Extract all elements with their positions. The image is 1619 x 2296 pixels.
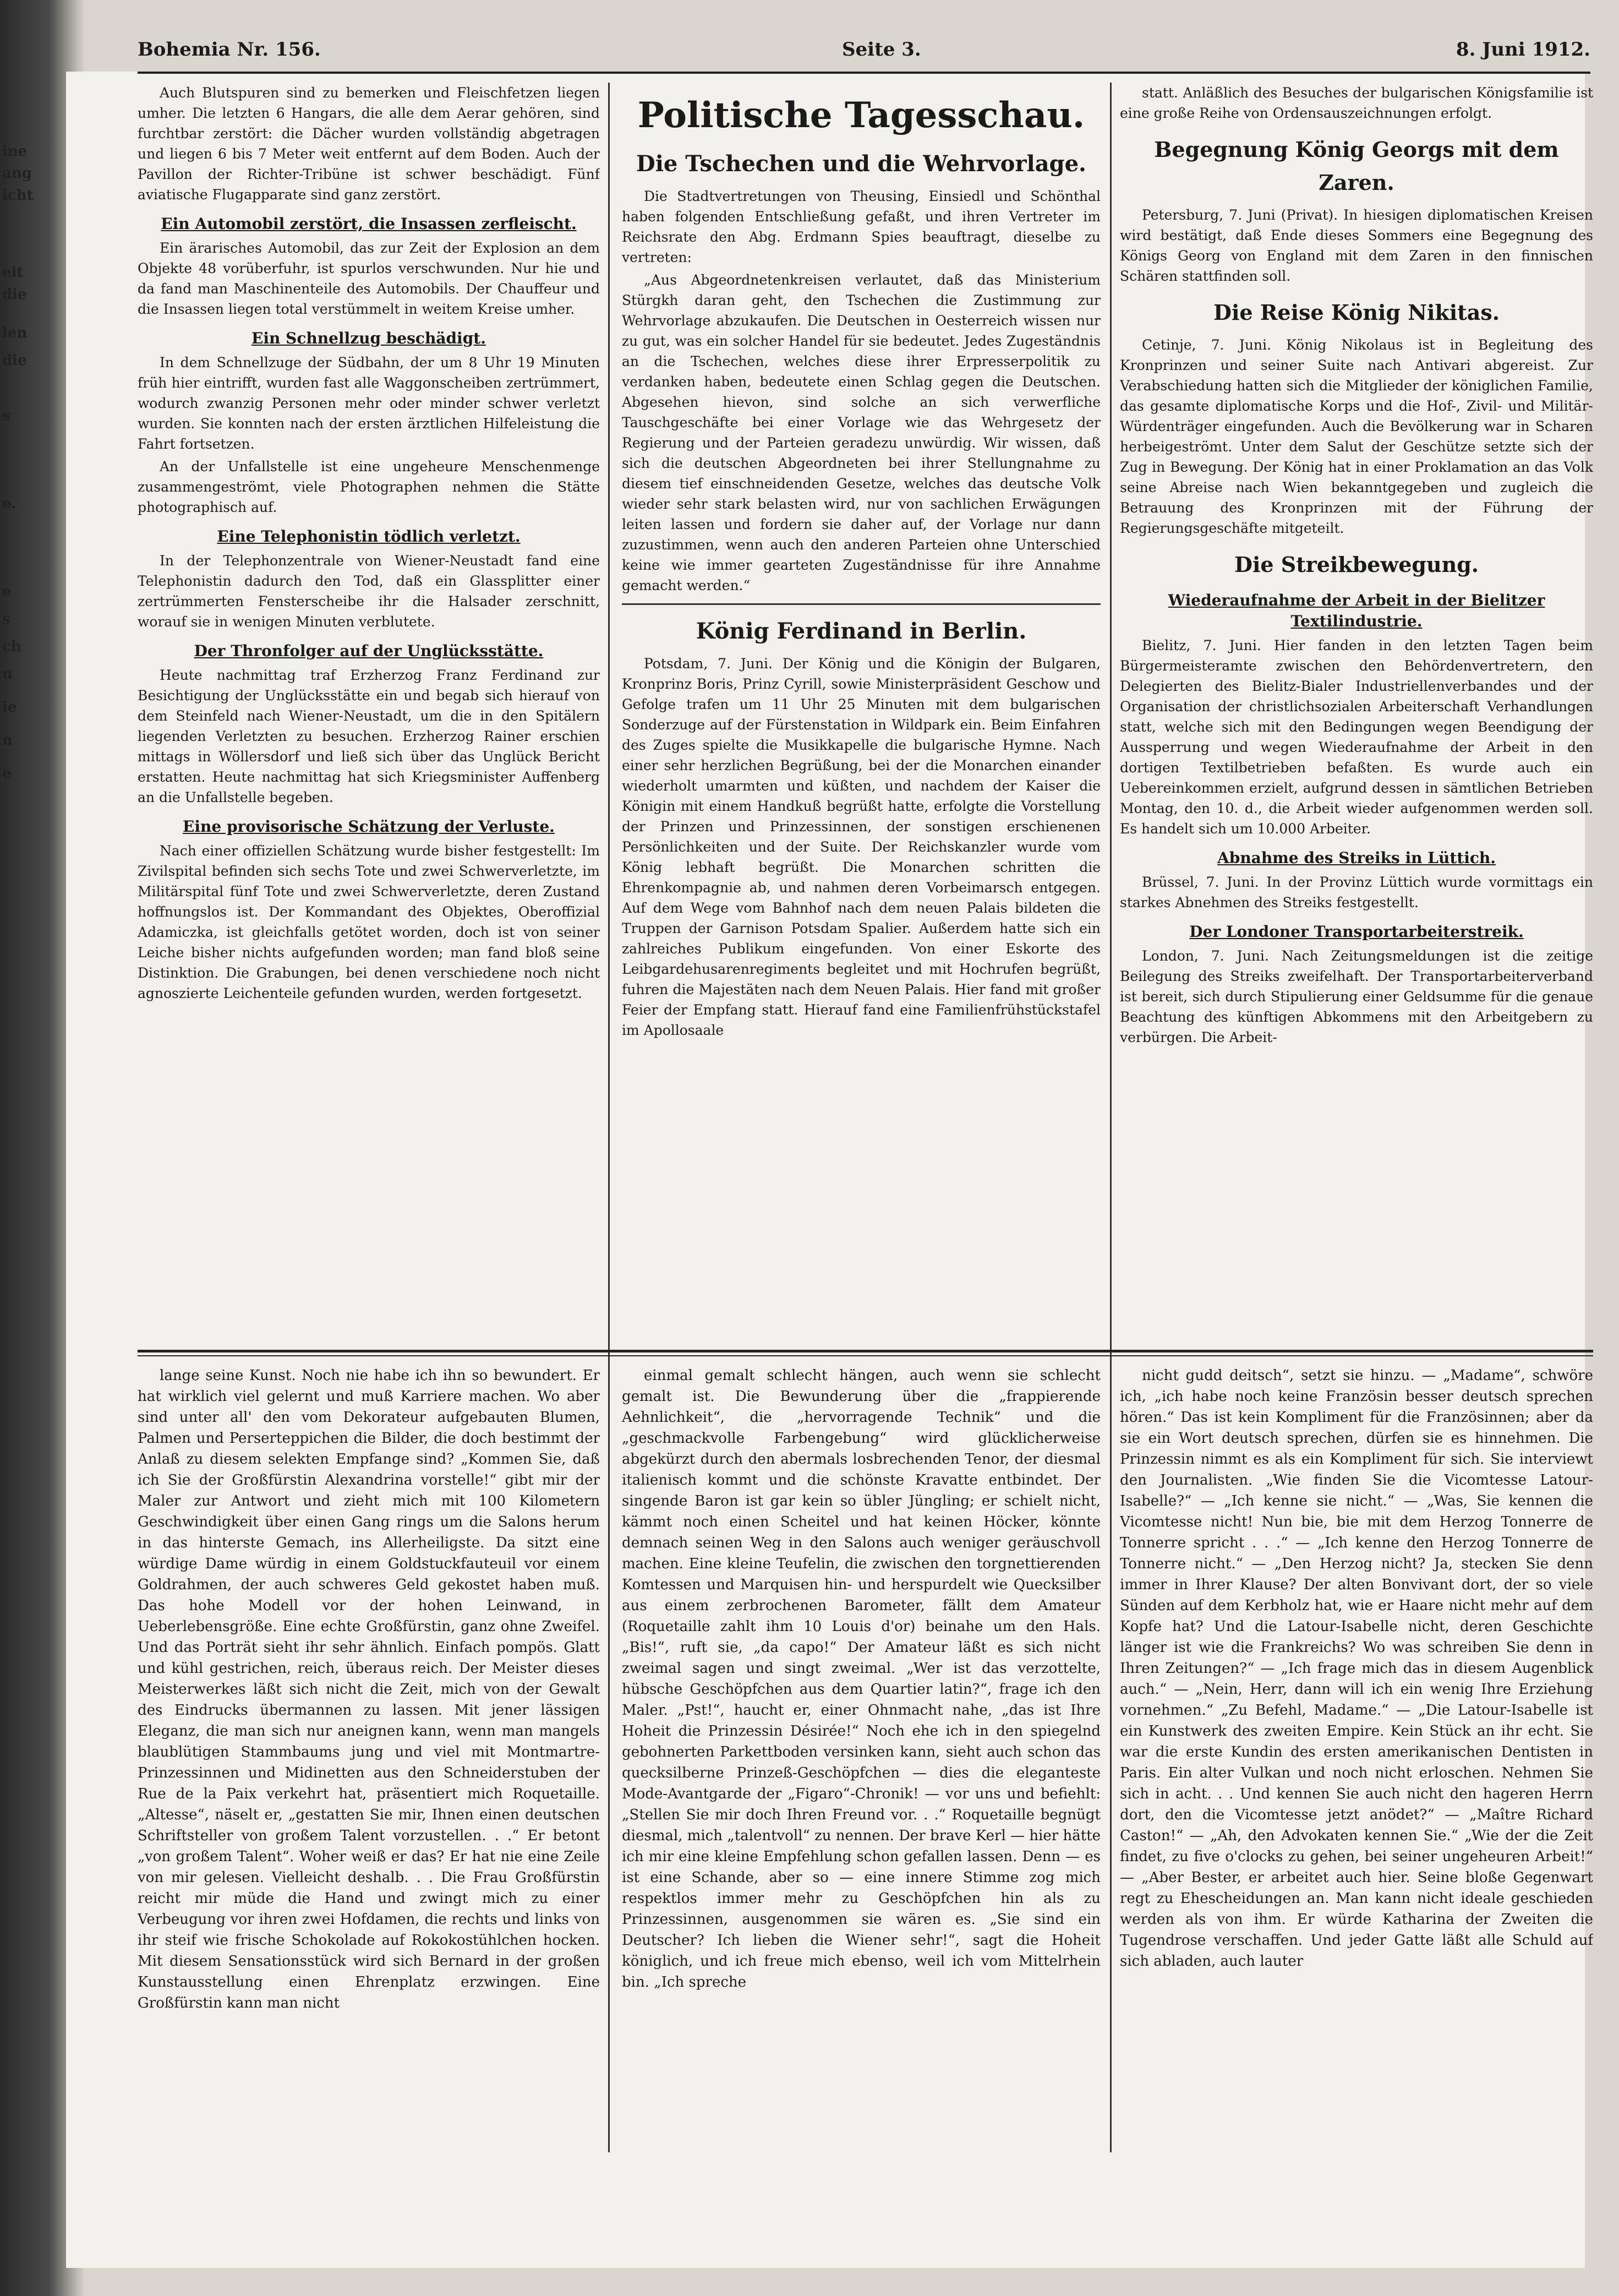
subheading: Ein Automobil zerstört, die Insassen zerfleischt.: [161, 215, 577, 233]
paragraph: Auch Blutspuren sind zu bemerken und Fleischfetzen liegen umher. Die letzten 6 Hangars, die alle dem Aerar gehören, sind furchtbar zerstört: die Dächer wurden vollständig abgetragen und liegen 6 bis 7 Meter weit entfernt auf dem Boden. Auch der Pavillon der Richter-Tribüne ist schwer beschädigt. Fünf aviatische Flugapparate sind ganz zerstört.: [138, 85, 600, 203]
edge-fragment: n: [2, 666, 13, 683]
page-number: Seite 3.: [842, 39, 921, 61]
edge-fragment: ine: [2, 143, 28, 160]
edge-fragment: ang: [2, 165, 32, 182]
paragraph: einmal gemalt schlecht hängen, auch wenn sie schlecht gemalt ist. Die Bewunderung über die „frappierende Aehnlichkeit“, die „hervorragende Technik“ und die „geschmackvolle Farbengebung“ wird glücklicherweise abgekürzt durch den abermals losbrechenden Tenor, der diesmal italienisch kommt und die schönste Kravatte entbindet. Der singende Baron ist gar kein so übler Jüngling; er schielt nicht, kämmt noch einen Scheitel und hat keinen Höcker, könnte demnach seinen Weg in den Salons auch weniger geräuschvoll machen. Eine kleine Teufelin, die zwischen den torgnettierenden Komtessen und Marquisen hin- und herspurdelt wie Quecksilber aus einem zerbrochenen Barometer, fällt dem Amateur (Roquetaille zahlt ihm 10 Louis d'or) beinahe um den Hals. „Bis!“, ruft sie, „da capo!“ Der Amateur läßt es sich nicht zweimal sagen und singt zweimal. „Wer ist das verzottelte, hübsche Geschöpfchen aus dem Quartier latin?“, frage ich den Maler. „Pst!“, haucht er, einer Ohnmacht nahe, „das ist Ihre Hoheit die Prinzessin Désirée!“ Noch ehe ich in den spiegelnd gebohnerten Parkettboden versinken kann, sieht auch schon das quecksilberne Prinzeß-Geschöpfchen — dies die eleganteste Mode-Avantgarde der „Figaro“-Chronik! — vor uns und befiehlt: „Stellen Sie mir doch Ihren Freund vor. . .“ Roquetaille begnügt diesmal, mich „talentvoll“ zu nennen. Der brave Kerl — hier hätte ich mir eine kleine Empfehlung schon gefallen lassen. Denn — es ist eine Schande, aber so — eine innere Stimme zog mich respektlos immer mehr zu Geschöpfchen hin als zu Prinzessinnen, ausgenommen sie wären es. „Sie sind ein Deutscher? Ich lieben die Wiener sehr!“, sagt die Hoheit königlich, und ich freue mich ebenso, weil ich vom Mittelrhein bin. „Ich spreche: [622, 1367, 1101, 1990]
edge-fragment: e: [2, 765, 12, 782]
section-masthead: Politische Tagesschau.: [637, 95, 1085, 136]
issue-date: 8. Juni 1912.: [1456, 39, 1590, 61]
paragraph: Brüssel, 7. Juni. In der Provinz Lüttich wurde vormittags ein starkes Abnehmen des Streiks festgestellt.: [1120, 874, 1593, 910]
edge-fragment: die: [2, 352, 27, 369]
feuilleton-divider: [138, 1350, 1593, 1352]
edge-fragment: eit: [2, 264, 24, 281]
edge-fragment: die: [2, 286, 27, 303]
paragraph: Die Stadtvertretungen von Theusing, Einsiedl und Schönthal haben folgenden Entschließung gefaßt, und ihren Vertreter im Reichsrate den Abg. Erdmann Spies beauftragt, dieselbe zu vertreten:: [622, 188, 1101, 265]
column-2: [622, 83, 1101, 1343]
edge-fragment: len: [2, 325, 28, 341]
subheading: Wiederaufnahme der Arbeit in der Bielitzer Textilindustrie.: [1168, 591, 1545, 630]
edge-fragment: ch: [2, 639, 21, 655]
paragraph: Potsdam, 7. Juni. Der König und die Königin der Bulgaren, Kronprinz Boris, Prinz Cyrill, sowie Ministerpräsident Geschow und Gefolge trafen um 11 Uhr 25 Minuten mit dem bulgarischen Sonderzuge auf der Fürstenstation in Wildpark ein. Beim Einfahren des Zuges spielte die Musikkapelle die bulgarische Hymne. Nach einer sehr herzlichen Begrüßung, bei der die Monarchen einander wiederholt umarmten und küßten, und nachdem der Kaiser die Königin mit einem Handkuß begrüßt hatte, erfolgte die Vorstellung der Prinzen und Prinzessinnen, der sonstigen erschienenen Persönlichkeiten und der Suite. Der Reichskanzler wurde vom König lebhaft begrüßt. Die Monarchen schritten die Ehrenkompagnie ab, und nahmen deren Vorbeimarsch entgegen. Auf dem Wege vom Bahnhof nach dem neuen Palais bildeten die Truppen der Garnison Potsdam Spalier. Außerdem hatte sich ein zahlreiches Publikum eingefunden. Von einer Eskorte des Leibgardehusarenregiments begleitet und mit Hochrufen begrüßt, fuhren die Majestäten nach dem Neuen Palais. Hier fand mit großer Feier der Empfang statt. Hierauf fand eine Familienfrühstückstafel im Apollosaale: [622, 656, 1101, 1038]
subheading: Der Thronfolger auf der Unglücksstätte.: [194, 642, 544, 660]
paragraph: lange seine Kunst. Noch nie habe ich ihn so bewundert. Er hat wirklich viel gelernt und muß Karriere machen. Wo aber sind unter all' den vom Dekorateur aufgebauten Blumen, Palmen und Perserteppichen die Bilder, die doch bestimmt der Anlaß zu diesem selekten Empfange sind? „Kommen Sie, daß ich Sie der Großfürstin Alexandrina vorstelle!“ gibt mir der Maler zur Antwort und zieht mich mit 100 Kilometern Geschwindigkeit über einen Gang rings um die Salons herum in das hinterste Gemach, ins Allerheiligste. Da sitzt eine würdige Dame würdig in einem Goldstuckfauteuil vor einem Goldrahmen, der auch schweres Geld gekostet haben muß. Das hohe Modell vor der hohen Leinwand, in Ueberlebensgröße. Eine echte Großfürstin, ganz ohne Zweifel. Und das Porträt sieht ihr sehr ähnlich. Einfach pompös. Glatt und kühl gestrichen, reich, überaus reich. Der Meister dieses Meisterwerkes läßt sich nicht die Zeit, mich von der Gewalt des Eindrucks übermannen zu lassen. Mit jener lässigen Eleganz, die man sich nur aneignen kann, wenn man mangels blaublütigen Stammbaums jung und viel mit Montmartre-Prinzessinnen und Midinetten aus den Schneiderstuben der Rue de la Paix verkehrt hat, präsentiert mich Roquetaille. „Altesse“, näselt er, „gestatten Sie mir, Ihnen einen deutschen Schriftsteller von großem Talent vorzustellen. . .“ Er betont „von großem Talent“. Woher weiß er das? Er hat nie eine Zeile von mir gelesen. Vielleicht deshalb. . . Die Frau Großfürstin reicht mir müde die Hand und zwingt mich zu einer Verbeugung vor ihren zwei Hofdamen, die rechts und links von ihr steif wie frische Schokolade auf Rokokostühlchen hocken. Mit diesem Sensationsstück wird sich Bernard in der großen Kunstausstellung einen Ehrenplatz erzwingen. Eine Großfürstin kann man nicht: [138, 1367, 600, 2011]
paragraph: Petersburg, 7. Juni (Privat). In hiesigen diplomatischen Kreisen wird bestätigt, daß Ende dieses Sommers eine Begegnung des Königs Georg von England mit dem Zaren in den finnischen Schären stattfinden soll.: [1120, 207, 1593, 284]
paper-issue: Bohemia Nr. 156.: [138, 39, 321, 61]
feuilleton-column-3: [1120, 1365, 1593, 2147]
edge-fragment: icht: [2, 187, 34, 204]
paragraph: Bielitz, 7. Juni. Hier fanden in den letzten Tagen beim Bürgermeisteramte zwischen den Behördenvertretern, den Delegierten des Bielitz-Bialer Industriellenverbandes und der Organisation der christlichsozialen Arbeiterschaft Verhandlungen statt, welche sich mit den Bedingungen wegen Beendigung der Aussperrung und wegen Wiederaufnahme der Arbeit in den dortigen Textilbetrieben befaßten. Es wurde auch ein Uebereinkommen erzielt, aufgrund dessen in sämtlichen Betrieben Montag, den 10. d., die Arbeit wieder aufgenommen werden soll. Es handelt sich um 10.000 Arbeiter.: [1120, 637, 1593, 837]
feuilleton-column-1: [138, 1365, 600, 2147]
column-3: [1120, 83, 1593, 1332]
paragraph: „Aus Abgeordnetenkreisen verlautet, daß das Ministerium Stürgkh daran geht, den Tschechen die Zustimmung zur Wehrvorlage abzukaufen. Die Deutschen in Oesterreich wissen nur zu gut, was ein solcher Handel für sie bedeutet. Jedes Zugeständnis an die Tschechen, welches diese ihrer Erpresserpolitik zu verdanken haben, bedeutete einen Schlag gegen die Deutschen. Abgesehen hievon, sind solche an sich verwerfliche Tauschgeschäfte bei einer Vorlage wie das Wehrgesetz der Regierung und der Parteien geradezu unwürdig. Wir wissen, daß sich die deutschen Abgeordneten bei ihrer Stellungnahme zu diesem tief einschneidenden Gesetze, welches das deutsche Volk wieder sehr stark belasten wird, nur von sachlichen Erwägungen leiten lassen und fordern sie daher auf, der Vorlage nur dann zuzustimmen, wenn auch den anderen Parteien ohne Unterschied keine wie immer gearteten Zugeständnisse für ihre Annahme gemacht werden.“: [622, 272, 1101, 593]
paragraph: Nach einer offiziellen Schätzung wurde bisher festgestellt: Im Zivilspital befinden sich sechs Tote und zwei Schwerverletzte, im Militärspital fünf Tote und zwei Schwerverletzte, deren Zustand hoffnungslos ist. Der Kommandant des Objektes, Oberoffizial Adamiczka, ist gleichfalls getötet worden, doch ist von seiner Leiche bisher nichts aufgefunden worden; man fand bloß seine Distinktion. Die Grabungen, bei denen verschiedene noch nicht agnoszierte Leichenteile gefunden wurden, werden fortgesetzt.: [138, 843, 600, 1001]
paragraph: Ein ärarisches Automobil, das zur Zeit der Explosion an dem Objekte 48 vorüberfuhr, ist spurlos verschwunden. Nur hie und da fand man Maschinenteile des Automobils. Der Chauffeur und die Insassen liegen total verstümmelt in weitem Kreise umher.: [138, 240, 600, 317]
edge-fragment: s: [2, 611, 10, 628]
paragraph: An der Unfallstelle ist eine ungeheure Menschenmenge zusammengeströmt, viele Photographen nehmen die Stätte photographisch auf.: [138, 459, 600, 515]
paragraph: London, 7. Juni. Nach Zeitungsmeldungen ist die zeitige Beilegung des Streiks zweifelhaft. Der Transportarbeiterverband ist bereit, sich durch Stipulierung einer Geldsumme für die genaue Beachtung des künftigen Abkommens mit den Arbeitgebern zu verbürgen. Die Arbeit-: [1120, 948, 1593, 1045]
edge-fragment: e.: [2, 495, 17, 512]
paragraph: statt. Anläßlich des Besuches der bulgarischen Königsfamilie ist eine große Reihe von Ordensauszeichnungen erfolgt.: [1120, 85, 1593, 121]
subheading: Eine provisorische Schätzung der Verluste.: [183, 817, 555, 836]
article-headline: Die Reise König Nikitas.: [1213, 300, 1500, 325]
paragraph: In der Telephonzentrale von Wiener-Neustadt fand eine Telephonistin dadurch den Tod, daß ein Glassplitter einer zertrümmerten Fensterscheibe ihr die Halsader zerschnitt, worauf sie in wenigen Minuten verblutete.: [138, 553, 600, 630]
edge-fragment: e: [2, 583, 12, 600]
article-rule: [622, 603, 1101, 605]
article-headline: Die Tschechen und die Wehrvorlage.: [636, 151, 1086, 177]
column-rule: [608, 83, 610, 2152]
page-header: [138, 39, 1590, 74]
subheading: Abnahme des Streiks in Lüttich.: [1217, 849, 1496, 867]
subheading: Der Londoner Transportarbeiterstreik.: [1189, 923, 1524, 941]
article-headline: König Ferdinand in Berlin.: [696, 618, 1027, 644]
edge-fragment: ie: [2, 699, 17, 716]
edge-fragment: s: [2, 407, 10, 424]
edge-fragment: n: [2, 732, 13, 749]
feuilleton-column-2: [622, 1365, 1101, 2147]
feuilleton-divider: [138, 1355, 1593, 1356]
column-rule: [1110, 83, 1112, 2152]
paragraph: Cetinje, 7. Juni. König Nikolaus ist in Begleitung des Kronprinzen und seiner Suite nach Antivari abgereist. Zur Verabschiedung hatten sich die Mitglieder der königlichen Familie, das gesamte diplomatische Korps und die Hof-, Zivil- und Militär-Würdenträger eingefunden. Auch die Bevölkerung war in Scharen herbeigeströmt. Unter dem Salut der Geschütze setzte sich der Zug in Bewegung. Der König hat in einer Proklamation an das Volk seine Abreise nach Wien bekanntgegeben und zugleich die Betrauung des Kronprinzen mit der Führung der Regierungsgeschäfte mitgeteilt.: [1120, 337, 1593, 536]
article-headline: Die Streikbewegung.: [1234, 552, 1479, 577]
content-area: [77, 0, 1607, 2296]
paragraph: nicht gudd deitsch“, setzt sie hinzu. — „Madame“, schwöre ich, „ich habe noch keine Französin besser deutsch sprechen hören.“ Das ist kein Kompliment für die Französinnen; aber da sie ein Wort deutsch sprechen, dürfen sie es hinnehmen. Die Prinzessin nimmt es als ein Kompliment für sich. Sie interviewt den Journalisten. „Wie finden Sie die Vicomtesse Latour-Isabelle?“ — „Ich kenne sie nicht.“ — „Was, Sie kennen die Vicomtesse nicht! Nun bie, bie mit dem Herzog Tonnerre de Tonnerre spricht . . .“ — „Ich kenne den Herzog Tonnerre de Tonnerre nicht.“ — „Den Herzog nicht? Ja, stecken Sie denn immer in Ihrer Klause? Der alten Bonvivant dort, der so viele Sünden auf dem Kerbholz hat, wie er Haare nicht mehr auf dem Kopfe hat? Und die Latour-Isabelle nicht, deren Geschichte länger ist wie die Frankreichs? Wo was schreiben Sie denn in Ihren Zeitungen?“ — „Ich frage mich das in diesem Augenblick auch.“ — „Nein, Herr, dann will ich ein wenig Ihre Erziehung vornehmen.“ „Zu Befehl, Madame.“ — „Die Latour-Isabelle ist ein Kunstwerk des zweiten Empire. Kein Stück an ihr echt. Sie war die erste Kundin des ersten amerikanischen Dentisten in Paris. Ein alter Vulkan und noch nicht erloschen. Nehmen Sie sich in acht. . . Und kennen Sie auch nicht den hageren Herrn dort, den die Vicomtesse jetzt anödet?“ — „Maître Richard Caston!“ — „Ah, den Advokaten kennen Sie.“ „Wie der die Zeit findet, zu five o'clocks zu gehen, bei seiner ungeheuren Arbeit!“ — „Aber Bester, er arbeitet auch hier. Seine bloße Gegenwart regt zu Ehescheidungen an. Man kann nicht ideale geschieden werden als von ihm. Er würde Katharina der Zweiten die Tugendrose verschaffen. Und jeder Gatte läßt alle Schuld auf sich abladen, auch lauter: [1120, 1367, 1593, 1970]
column-1: [138, 83, 600, 1332]
paragraph: Heute nachmittag traf Erzherzog Franz Ferdinand zur Besichtigung der Unglücksstätte ein und begab sich hierauf von dem Steinfeld nach Wiener-Neustadt, um die in den Spitälern liegenden Verletzten zu besuchen. Erzherzog Rainer erschien mittags in Wöllersdorf und ließ sich über das Unglück Bericht erstatten. Heute nachmittag hat sich Kriegsminister Auffenberg an die Unfallstelle begeben.: [138, 667, 600, 805]
subheading: Ein Schnellzug beschädigt.: [251, 329, 486, 347]
subheading: Eine Telephonistin tödlich verletzt.: [217, 527, 521, 546]
paragraph: In dem Schnellzuge der Südbahn, der um 8 Uhr 19 Minuten früh hier eintrifft, wurden fast alle Waggonscheiben zertrümmert, wodurch zwanzig Personen mehr oder minder schwer verletzt wurden. Sie konnten nach der ersten ärztlichen Hilfeleistung die Fahrt fortsetzen.: [138, 355, 600, 452]
article-headline: Begegnung König Georgs mit dem Zaren.: [1154, 137, 1559, 195]
